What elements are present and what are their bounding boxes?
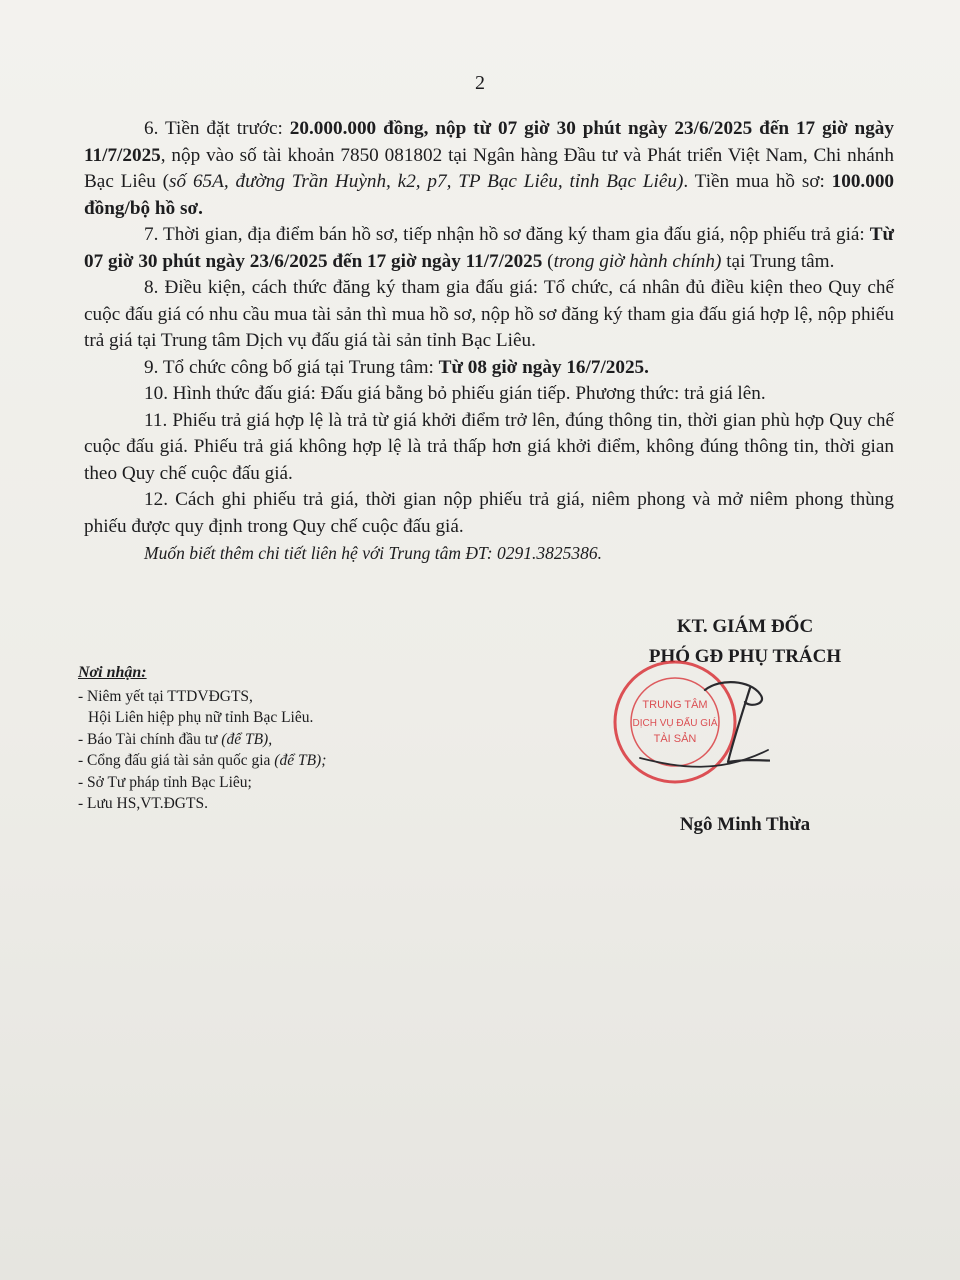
recipient-item: - Lưu HS,VT.ĐGTS. [78,795,208,812]
item-9-announcement: 9. Tổ chức công bố giá tại Trung tâm: Từ 08 giờ ngày 16/7/2025. [144,356,649,378]
recipient-item: Hội Liên hiệp phụ nữ tỉnh Bạc Liêu. [88,709,314,726]
recipients-list [78,662,518,815]
official-seal-stamp [600,650,770,790]
recipient-item: - Niêm yết tại TTDVĐGTS, [78,687,253,705]
signer-title-line2: PHÓ GĐ PHỤ TRÁCH [648,646,842,667]
item-8-conditions: 8. Điều kiện, cách thức đăng ký tham gia đấu giá: Tổ chức, cá nhân đủ điều kiện theo Quy chế cuộc đấu giá có nhu cầu mua tài sản thì mua hồ sơ, nộp hồ sơ đăng ký tham gia đấu giá hợp lệ, nộp phiếu trả giá tại Trung tâm Dịch vụ đấu giá tài sản tỉnh Bạc Liêu. [84,277,894,351]
item-10-form: 10. Hình thức đấu giá: Đấu giá bằng bỏ phiếu gián tiếp. Phương thức: trả giá lên. [144,383,766,404]
seal-text-mid: DỊCH VỤ ĐẤU GIÁ [632,718,718,729]
seal-text-bot: TÀI SẢN [653,733,697,745]
page-number: 2 [475,72,485,94]
seal-text-top: TRUNG TÂM [642,699,708,711]
signer-name: Ngô Minh Thừa [679,814,811,835]
recipient-item: - Cổng đấu giá tài sản quốc gia (để TB); [78,752,327,769]
recipients-title: Nơi nhận: [78,664,147,681]
item-12-bid-procedure: 12. Cách ghi phiếu trả giá, thời gian nộp phiếu trả giá, niêm phong và mở niêm phong thùng phiếu được quy định trong Quy chế cuộc đấu giá. [84,489,894,537]
item-7-schedule: 7. Thời gian, địa điểm bán hồ sơ, tiếp nhận hồ sơ đăng ký tham gia đấu giá, nộp phiếu trả giá: Từ 07 giờ 30 phút ngày 23/6/2025 đến 17 giờ ngày 11/7/2025 (trong giờ hành chính) tại Trung tâm. [84,224,894,272]
recipient-item: - Sở Tư pháp tỉnh Bạc Liêu; [78,773,252,791]
recipient-item: - Báo Tài chính đầu tư (để TB), [78,730,273,748]
item-6-deposit: 6. Tiền đặt trước: 20.000.000 đồng, nộp từ 07 giờ 30 phút ngày 23/6/2025 đến 17 giờ ngày 11/7/2025, nộp vào số tài khoản 7850 081802 tại Ngân hàng Đầu tư và Phát triển Việt Nam, Chi nhánh Bạc Liêu (số 65A, đường Trần Huỳnh, k2, p7, TP Bạc Liêu, tỉnh Bạc Liêu). Tiền mua hồ sơ: 100.000 đồng/bộ hồ sơ. [84,118,894,219]
item-11-valid-bids: 11. Phiếu trả giá hợp lệ là trả từ giá khởi điểm trở lên, đúng thông tin, thời gian phù hợp Quy chế cuộc đấu giá. Phiếu trả giá không hợp lệ là trả thấp hơn giá khởi điểm, không đúng thông tin, thời gian theo Quy chế cuộc đấu giá. [84,409,894,484]
signer-title-line1: KT. GIÁM ĐỐC [676,616,814,637]
contact-line: Muốn biết thêm chi tiết liên hệ với Trung tâm ĐT: 0291.3825386. [144,543,602,563]
document-body [84,116,894,567]
signature-flourish [640,750,768,767]
